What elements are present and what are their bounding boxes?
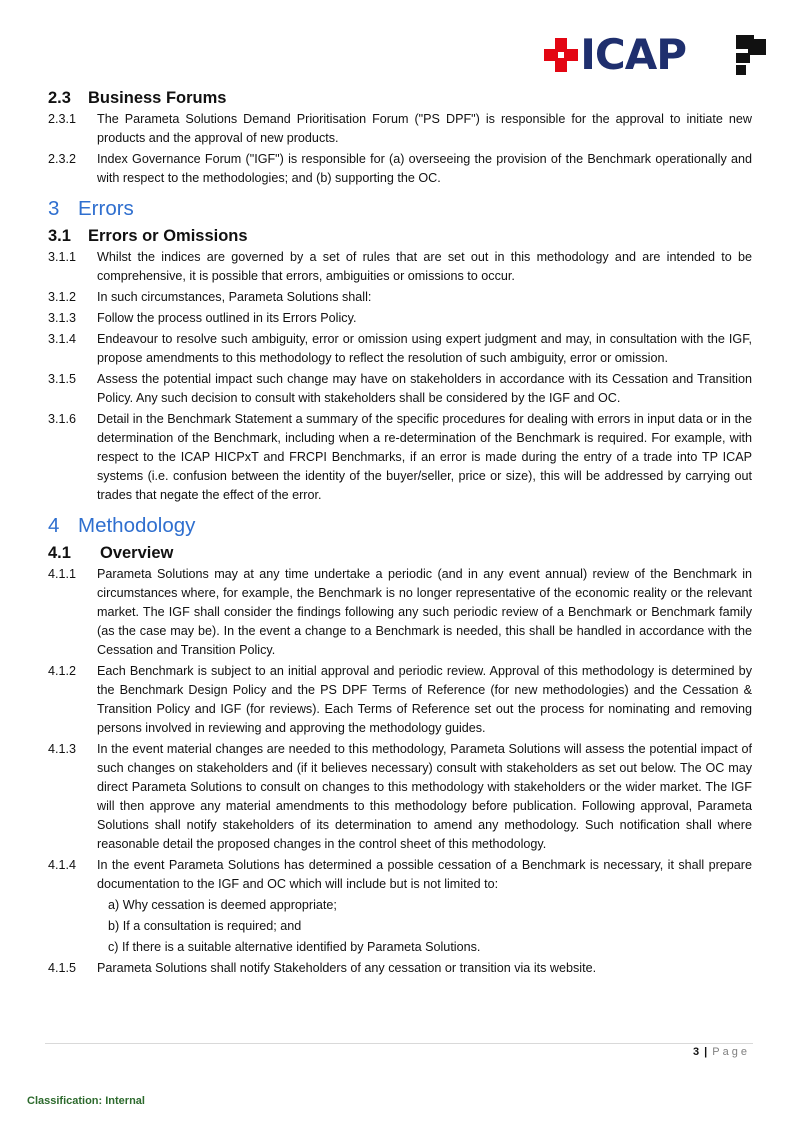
paragraph-text: In such circumstances, Parameta Solutions shall: xyxy=(97,290,372,304)
paragraph-3-1-1 xyxy=(48,248,752,286)
heading-title: Overview xyxy=(100,544,174,562)
paragraph-text: Whilst the indices are governed by a set of rules that are set out in this methodology and are intended to be comprehensive, it is possible that errors, ambiguities or omissions to occur. xyxy=(97,250,752,283)
paragraph-text: Assess the potential impact such change may have on stakeholders in accordance with its Cessation and Transition Policy. Any such decision to consult with stakeholders shall be considered by the IGF and OC. xyxy=(97,372,752,405)
heading-title: Methodology xyxy=(78,514,196,537)
paragraph-3-1-3 xyxy=(48,309,752,328)
parameta-logo-icon xyxy=(736,35,766,75)
paragraph-4-1-5 xyxy=(48,959,752,978)
icap-logo-text: ICAP xyxy=(580,30,686,79)
heading-3 xyxy=(48,194,752,224)
paragraph-2-3-2 xyxy=(48,150,752,188)
paragraph-number: 4.1.1 xyxy=(48,567,77,581)
page-separator: | xyxy=(704,1046,708,1058)
heading-title: Errors xyxy=(78,197,134,220)
paragraph-3-1-2 xyxy=(48,288,752,307)
paragraph-3-1-4 xyxy=(48,330,752,368)
heading-title: Errors or Omissions xyxy=(88,227,248,245)
paragraph-number: 4.1.3 xyxy=(48,742,77,756)
heading-4-1 xyxy=(48,541,752,565)
heading-3-1 xyxy=(48,224,752,248)
paragraph-4-1-3 xyxy=(48,740,752,854)
paragraph-text: Index Governance Forum ("IGF") is responsible for (a) overseeing the provision of the Benchmark operationally and with respect to the methodologies; and (b) supporting the OC. xyxy=(97,152,752,185)
paragraph-number: 3.1.6 xyxy=(48,412,77,426)
paragraph-number: 2.3.1 xyxy=(48,112,77,126)
paragraph-number: 4.1.2 xyxy=(48,664,77,678)
paragraph-number: 3.1.2 xyxy=(48,290,77,304)
heading-4 xyxy=(48,511,752,541)
paragraph-number: 3.1.4 xyxy=(48,332,77,346)
icap-cross-icon xyxy=(544,38,578,72)
paragraph-text: Endeavour to resolve such ambiguity, error or omission using expert judgment and may, in consultation with the IGF, propose amendments to this methodology to reflect the resolution of such ambiguity, error or omission. xyxy=(97,332,752,365)
heading-number: 4.1 xyxy=(48,544,71,562)
list-item: a) Why cessation is deemed appropriate; xyxy=(108,898,337,912)
heading-number: 3 xyxy=(48,197,60,220)
heading-number: 2.3 xyxy=(48,89,71,107)
icap-logo xyxy=(544,30,686,79)
paragraph-4-1-1 xyxy=(48,565,752,660)
paragraph-number: 3.1.5 xyxy=(48,372,77,386)
document-body xyxy=(48,86,752,980)
header-logos xyxy=(544,30,766,79)
paragraph-2-3-1 xyxy=(48,110,752,148)
paragraph-number: 4.1.4 xyxy=(48,858,77,872)
heading-number: 3.1 xyxy=(48,227,71,245)
page-number-value: 3 xyxy=(692,1046,700,1058)
list-item: b) If a consultation is required; and xyxy=(108,919,302,933)
paragraph-3-1-5 xyxy=(48,370,752,408)
paragraph-number: 3.1.3 xyxy=(48,311,77,325)
paragraph-number: 2.3.2 xyxy=(48,152,77,166)
footer-divider xyxy=(45,1043,753,1044)
classification-label: Classification: Internal xyxy=(27,1095,145,1107)
paragraph-text: The Parameta Solutions Demand Prioritisation Forum ("PS DPF") is responsible for the approval to initiate new products and the approval of new products. xyxy=(97,112,752,145)
paragraph-text: In the event Parameta Solutions has determined a possible cessation of a Benchmark is necessary, it shall prepare documentation to the IGF and OC which will include but is not limited to: xyxy=(97,858,752,891)
paragraph-text: Parameta Solutions shall notify Stakeholders of any cessation or transition via its website. xyxy=(97,961,597,975)
heading-2-3 xyxy=(48,86,752,110)
paragraph-4-1-2 xyxy=(48,662,752,738)
paragraph-4-1-4 xyxy=(48,856,752,894)
heading-title: Business Forums xyxy=(88,89,227,107)
heading-number: 4 xyxy=(48,514,60,537)
paragraph-text: Detail in the Benchmark Statement a summary of the specific procedures for dealing with errors in input data or in the determination of the Benchmark, including when a re-determination of the Benchmark is required. For example, with respect to the ICAP HICPxT and FRCPI Benchmarks, if an error is made during the entry of a trade into TP ICAP systems (i.e. confusion between the identity of the buyer/seller, price or size), this will be addressed by carrying out trades that negate the effect of the error. xyxy=(97,412,752,502)
page-word: Page xyxy=(712,1046,750,1058)
paragraph-3-1-6 xyxy=(48,410,752,505)
paragraph-number: 4.1.5 xyxy=(48,961,77,975)
page-number xyxy=(693,1046,750,1058)
paragraph-text: Parameta Solutions may at any time undertake a periodic (and in any event annual) review of the Benchmark in circumstances where, for example, the Benchmark is no longer representative of the economic reality or the relevant market. The IGF shall consider the findings following any such periodic review of a Benchmark or Benchmark family (as the case may be). In the event a change to a Benchmark is needed, this shall be handled in accordance with the Cessation and Transition Policy. xyxy=(97,567,752,657)
paragraph-text: Each Benchmark is subject to an initial approval and periodic review. Approval of this methodology is determined by the Benchmark Design Policy and the PS DPF Terms of Reference (for new methodologies) and the Cessation & Transition Policy and IGF (for reviews). Each Terms of Reference set out the process for nominating and removing persons involved in reviewing and approving the methodology guides. xyxy=(97,664,752,735)
paragraph-text: Follow the process outlined in its Errors Policy. xyxy=(97,311,357,325)
paragraph-number: 3.1.1 xyxy=(48,250,77,264)
list-item: c) If there is a suitable alternative identified by Parameta Solutions. xyxy=(108,940,481,954)
paragraph-text: In the event material changes are needed to this methodology, Parameta Solutions will assess the potential impact of such changes on stakeholders and (if it believes necessary) consult with stakeholders as set out below. The OC may direct Parameta Solutions to consult on changes to this methodology with stakeholders or the wider market. The IGF will then approve any material amendments to this methodology before publication. Following approval, Parameta Solutions shall notify stakeholders of its determination to amend any methodology. Such notification shall where reasonable detail the proposed changes in the control sheet of this methodology. xyxy=(97,742,752,851)
